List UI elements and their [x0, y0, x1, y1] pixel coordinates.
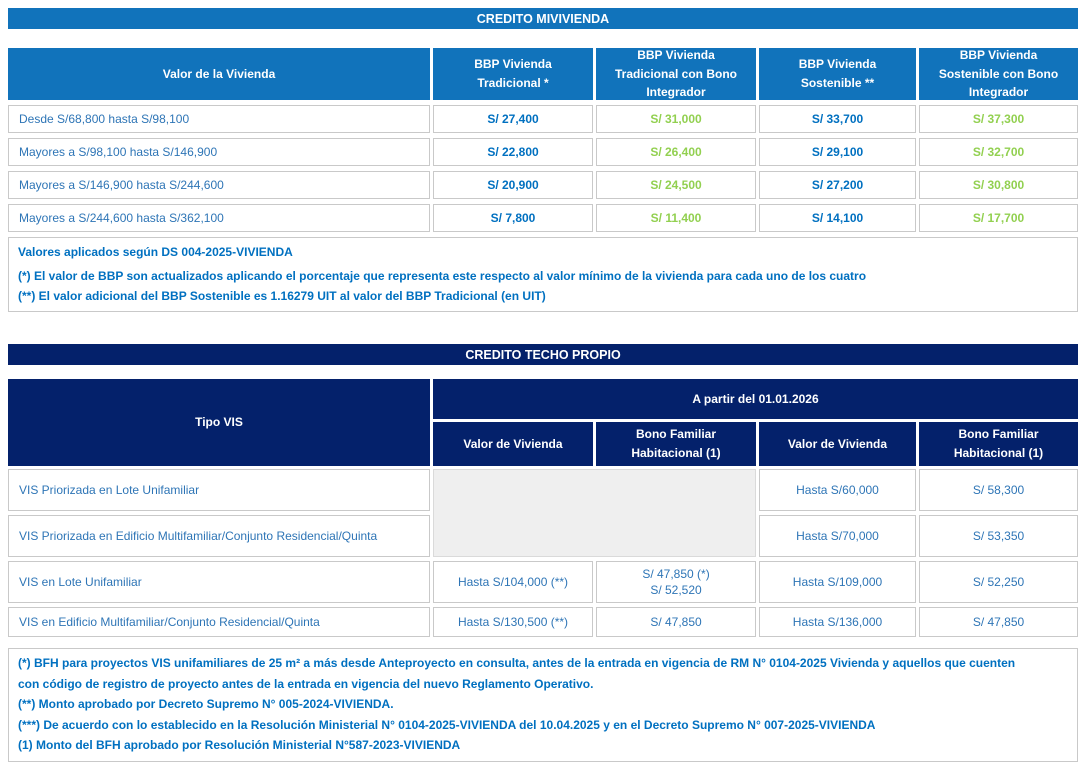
footnote-line: (**) Monto aprobado por Decreto Supremo N° 005-2024-VIVIENDA. — [18, 697, 394, 711]
value-cell: S/ 22,800 — [433, 138, 593, 166]
value-cell: S/ 17,700 — [919, 204, 1078, 232]
row-label: VIS en Lote Unifamiliar — [8, 561, 430, 603]
value-cell: S/ 47,850 — [596, 607, 756, 637]
value-cell: S/ 32,700 — [919, 138, 1078, 166]
mivivienda-footnotes — [8, 237, 1078, 312]
subcolumn-header-bono-familiar-1: Bono Familiar Habitacional (1) — [596, 422, 756, 466]
value-cell: S/ 31,000 — [596, 105, 756, 133]
mivivienda-title-bar — [8, 8, 1078, 29]
value-cell: Hasta S/130,500 (**) — [433, 607, 593, 637]
footnote-line: (1) Monto del BFH aprobado por Resolución Ministerial N°587-2023-VIVIENDA — [18, 738, 461, 752]
value-cell: S/ 11,400 — [596, 204, 756, 232]
value-cell: S/ 14,100 — [759, 204, 916, 232]
value-cell: S/ 20,900 — [433, 171, 593, 199]
row-label: VIS Priorizada en Lote Unifamiliar — [8, 469, 430, 511]
value-cell: S/ 24,500 — [596, 171, 756, 199]
footnote-line: Valores aplicados según DS 004-2025-VIVIENDA — [18, 245, 293, 259]
value-cell: S/ 58,300 — [919, 469, 1078, 511]
mivivienda-table — [8, 48, 1078, 232]
techo-title: CREDITO TECHO PROPIO — [465, 347, 621, 362]
value-cell: S/ 27,400 — [433, 105, 593, 133]
value-cell: S/ 53,350 — [919, 515, 1078, 557]
footnote-line: (*) BFH para proyectos VIS unifamiliares de 25 m² a más desde Anteproyecto en consulta, antes de la entrada en vigencia de RM N° 0104-2025 Vivienda y aquellos que cuenten — [18, 656, 1016, 670]
techo-table-header — [8, 379, 1078, 466]
value-cell: S/ 52,250 — [919, 561, 1078, 603]
value-line: S/ 47,850 (*) — [642, 567, 710, 581]
row-label: Desde S/68,800 hasta S/98,100 — [8, 105, 430, 133]
column-header-bbp-sostenible-bono: BBP Vivienda Sostenible con Bono Integrador — [919, 48, 1078, 100]
footnote-line: (**) El valor adicional del BBP Sostenible es 1.16279 UIT al valor del BBP Tradicional (en UIT) — [18, 289, 546, 303]
row-label: Mayores a S/244,600 hasta S/362,100 — [8, 204, 430, 232]
value-cell: S/ 29,100 — [759, 138, 916, 166]
techo-table-body — [8, 469, 1078, 637]
techo-footnotes — [8, 648, 1078, 762]
column-header-bbp-tradicional-bono: BBP Vivienda Tradicional con Bono Integrador — [596, 48, 756, 100]
value-cell: S/ 30,800 — [919, 171, 1078, 199]
subcolumn-header-valor-vivienda-2: Valor de Vivienda — [759, 422, 916, 466]
footnote-line: con código de registro de proyecto antes de la entrada en vigencia del nuevo Reglamento Operativo. — [18, 676, 594, 691]
footnote-line: (*) El valor de BBP son actualizados aplicando el porcentaje que representa este respecto al valor mínimo de la vivienda para cada uno de los cuatro — [18, 269, 867, 283]
footnote-line: (***) De acuerdo con lo establecido en la Resolución Ministerial N° 0104-2025-VIVIENDA del 10.04.2025 y en el Decreto Supremo N° 007-2025-VIVIENDA — [18, 717, 876, 732]
value-cell — [596, 561, 756, 603]
value-cell: Hasta S/136,000 — [759, 607, 916, 637]
row-label: Mayores a S/98,100 hasta S/146,900 — [8, 138, 430, 166]
subcolumn-header-bono-familiar-2: Bono Familiar Habitacional (1) — [919, 422, 1078, 466]
value-cell: S/ 7,800 — [433, 204, 593, 232]
value-cell: S/ 47,850 — [919, 607, 1078, 637]
row-label: VIS en Edificio Multifamiliar/Conjunto Residencial/Quinta — [8, 607, 430, 637]
row-label: VIS Priorizada en Edificio Multifamiliar/Conjunto Residencial/Quinta — [8, 515, 430, 557]
row-label: Mayores a S/146,900 hasta S/244,600 — [8, 171, 430, 199]
mivivienda-title: CREDITO MIVIVIENDA — [476, 11, 610, 26]
value-cell: Hasta S/70,000 — [759, 515, 916, 557]
column-header-bbp-sostenible: BBP Vivienda Sostenible ** — [759, 48, 916, 100]
value-cell: Hasta S/60,000 — [759, 469, 916, 511]
empty-merged-cell — [433, 469, 756, 557]
column-header-period: A partir del 01.01.2026 — [433, 379, 1078, 419]
value-cell: Hasta S/104,000 (**) — [433, 561, 593, 603]
column-header-tipo-vis: Tipo VIS — [8, 379, 430, 466]
column-header-valor-vivienda: Valor de la Vivienda — [8, 48, 430, 100]
subcolumn-header-valor-vivienda-1: Valor de Vivienda — [433, 422, 593, 466]
techo-title-bar — [8, 344, 1078, 365]
value-cell: S/ 33,700 — [759, 105, 916, 133]
value-cell: S/ 26,400 — [596, 138, 756, 166]
value-cell: S/ 27,200 — [759, 171, 916, 199]
value-cell: Hasta S/109,000 — [759, 561, 916, 603]
value-line: S/ 52,520 — [650, 583, 702, 597]
column-header-bbp-tradicional: BBP Vivienda Tradicional * — [433, 48, 593, 100]
value-cell: S/ 37,300 — [919, 105, 1078, 133]
